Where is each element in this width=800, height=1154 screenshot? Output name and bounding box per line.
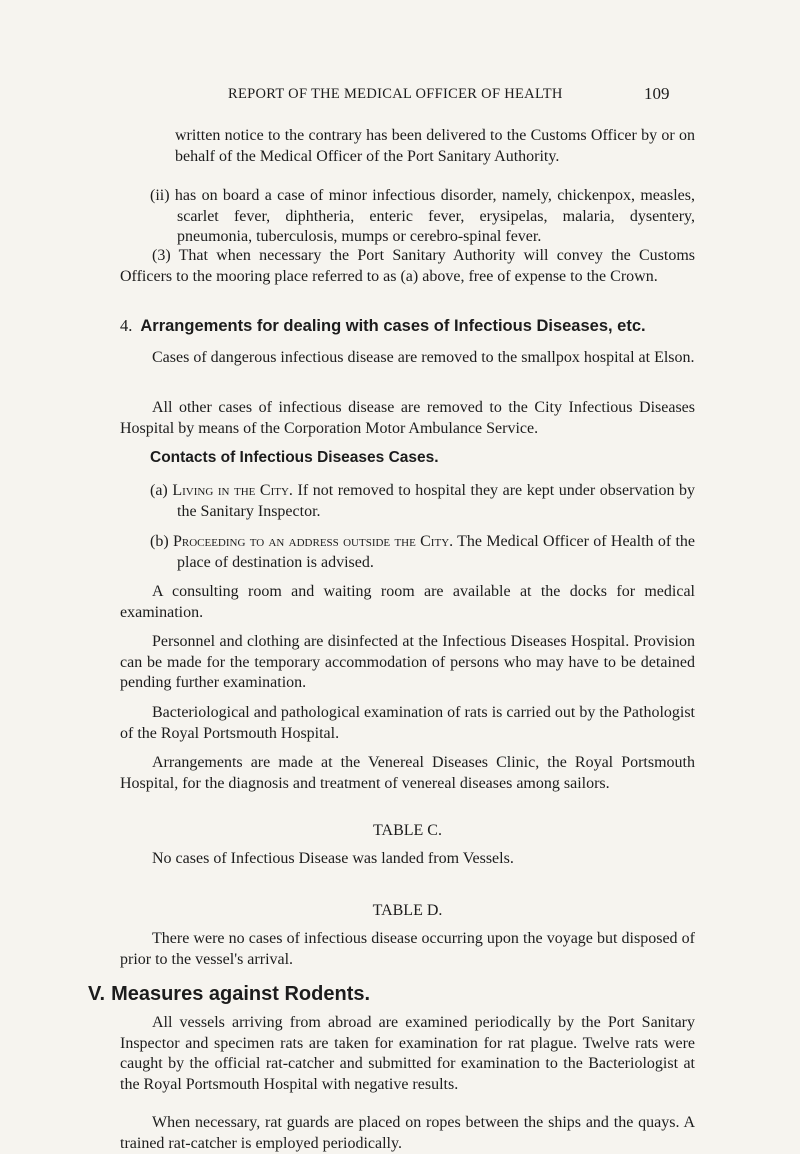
page-number: 109 bbox=[644, 84, 670, 103]
section-v-heading bbox=[88, 983, 370, 1006]
section-4-heading bbox=[120, 316, 646, 336]
para-personnel: Personnel and clothing are disinfected at the Infectious Diseases Hospital. Provision can be made for the temporary accommodation of persons who may have to be detained pending further examination. bbox=[120, 633, 695, 691]
contact-b-text: The Medical Officer of Health of the place of destination is advised. bbox=[177, 533, 696, 571]
contact-a-label: (a) bbox=[150, 482, 168, 499]
section-4-title: Arrangements for dealing with cases of Infectious Diseases, etc. bbox=[140, 317, 646, 335]
para-smallpox: Cases of dangerous infectious disease are removed to the smallpox hospital at Elson. bbox=[152, 349, 695, 366]
para-vessels-examined: All vessels arriving from abroad are examined periodically by the Port Sanitary Inspector and specimen rats are taken for examination for rat plague. Twelve rats were caught by the official rat-catcher and submitted for examination to the Bacteriologist at the Royal Portsmouth Hospital with negative results. bbox=[120, 1014, 695, 1093]
continued-paragraph: written notice to the contrary has been delivered to the Customs Officer by or on behalf of the Medical Officer of the Port Sanitary Authority. bbox=[175, 127, 695, 165]
item-ii-label: (ii) bbox=[150, 187, 170, 204]
para-consulting-room: A consulting room and waiting room are available at the docks for medical examination. bbox=[120, 583, 695, 621]
para-rat-guards: When necessary, rat guards are placed on ropes between the ships and the quays. A trained rat-catcher is employed periodically. bbox=[120, 1114, 695, 1152]
table-d-title: TABLE D. bbox=[372, 902, 443, 919]
contact-b-lead: Proceeding to an address outside the City. bbox=[172, 533, 454, 550]
item-ii-text: has on board a case of minor infectious disorder, namely, chickenpox, measles, scarlet fever, diphtheria, enteric fever, erysipelas, malaria, dysentery, pneumonia, tuberculosis, mumps or cerebro-spinal fever. bbox=[174, 187, 696, 245]
section-v-title: Measures against Rodents. bbox=[111, 983, 371, 1005]
section-v-number: V. bbox=[88, 983, 106, 1005]
para-bacteriological: Bacteriological and pathological examination of rats is carried out by the Pathologist of the Royal Portsmouth Hospital. bbox=[120, 704, 695, 742]
contact-b bbox=[150, 532, 695, 573]
contact-a bbox=[150, 481, 695, 522]
table-c-title: TABLE C. bbox=[373, 822, 442, 839]
para-venereal: Arrangements are made at the Venereal Diseases Clinic, the Royal Portsmouth Hospital, for the diagnosis and treatment of venereal diseases among sailors. bbox=[120, 754, 695, 792]
section-4-number: 4. bbox=[120, 316, 133, 335]
item-3-paragraph: (3) That when necessary the Port Sanitary Authority will convey the Customs Officers to the mooring place referred to as (a) above, free of expense to the Crown. bbox=[120, 247, 695, 285]
para-other-cases: All other cases of infectious disease are removed to the City Infectious Diseases Hospital by means of the Corporation Motor Ambulance Service. bbox=[120, 399, 695, 437]
contact-a-text: If not removed to hospital they are kept under observation by the Sanitary Inspector. bbox=[177, 482, 696, 520]
running-head: REPORT OF THE MEDICAL OFFICER OF HEALTH bbox=[228, 86, 563, 102]
item-ii bbox=[150, 186, 695, 248]
contact-a-lead: Living in the City. bbox=[172, 482, 293, 499]
table-d-text: There were no cases of infectious disease occurring upon the voyage but disposed of prior to the vessel's arrival. bbox=[120, 930, 695, 968]
contacts-heading: Contacts of Infectious Diseases Cases. bbox=[150, 449, 439, 466]
contact-b-label: (b) bbox=[150, 533, 169, 550]
table-c-text: No cases of Infectious Disease was landed from Vessels. bbox=[152, 850, 514, 867]
